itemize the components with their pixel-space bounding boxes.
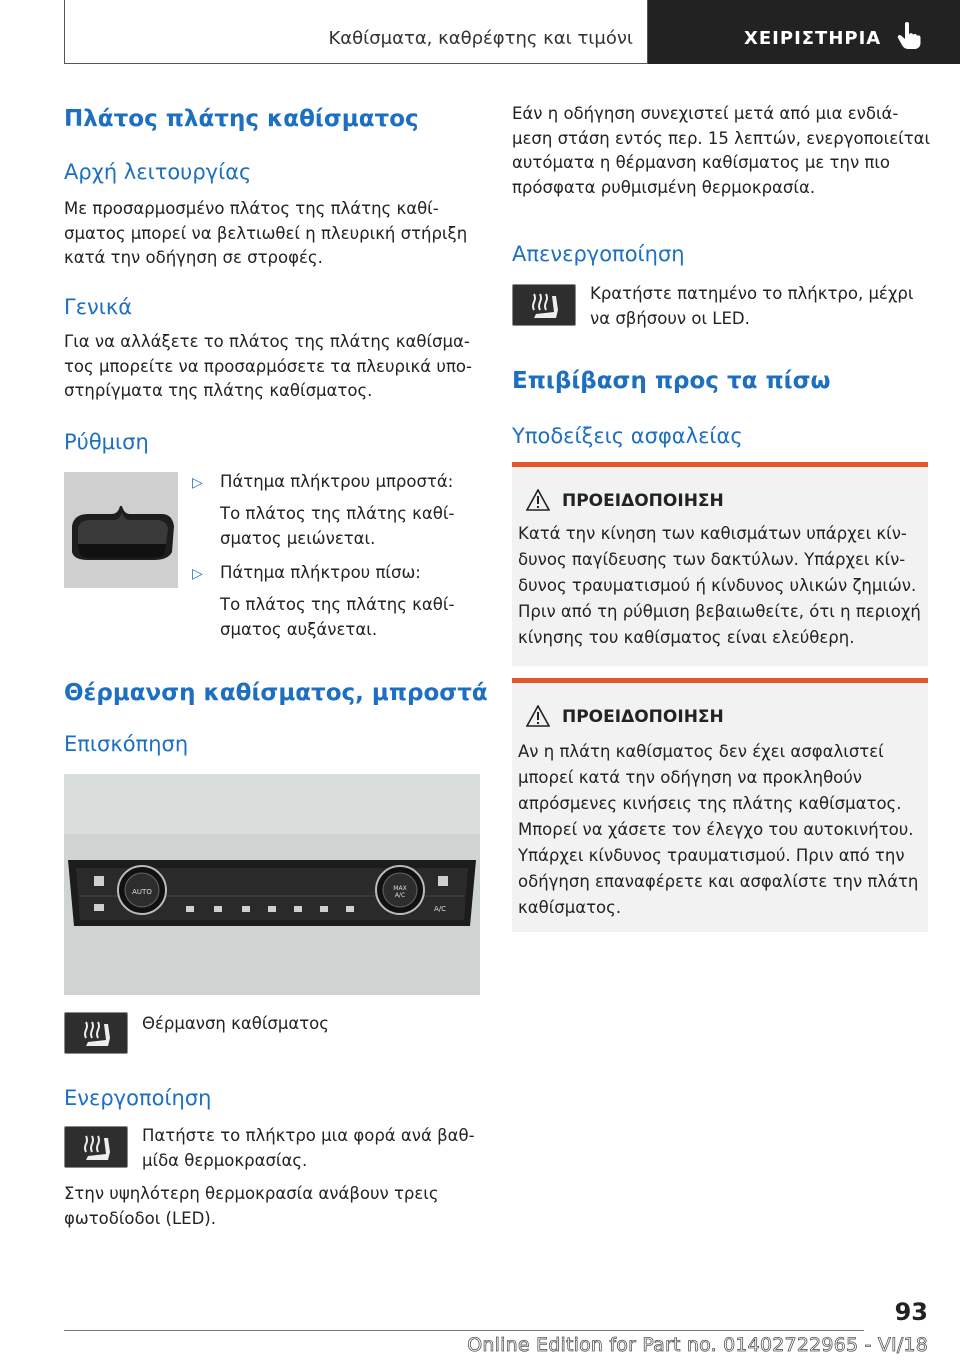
- bullet-label-forward: Πάτημα πλήκτρου μπροστά:: [220, 472, 454, 491]
- header-chapter-tab: [648, 0, 960, 64]
- seat-heating-button-icon: [64, 1126, 128, 1168]
- heading-safety-notes: Υποδείξεις ασφαλείας: [512, 424, 743, 448]
- panel-auto-label: AUTO: [132, 888, 152, 896]
- footer-edition: Online Edition for Part no. 01402722965 - VI/18: [467, 1334, 928, 1356]
- text-line: σματος μειώνεται.: [220, 528, 376, 548]
- text-line: φωτοδίοδοι (LED).: [64, 1208, 216, 1228]
- paragraph-general: [64, 330, 472, 404]
- seat-heating-icon: [78, 1018, 114, 1048]
- heading-backrest-width: Πλάτος πλάτης καθίσματος: [64, 106, 419, 132]
- warning-triangle-icon: [526, 489, 550, 511]
- text-line: Το πλάτος της πλάτης καθί-: [220, 595, 455, 614]
- bullet-label-back: Πάτημα πλήκτρου πίσω:: [220, 563, 421, 582]
- bullet-triangle-icon: ▷: [192, 475, 203, 491]
- seat-heating-button-icon: [512, 284, 576, 326]
- text-line: Πατήστε το πλήκτρο μια φορά ανά βαθ-: [142, 1126, 475, 1145]
- bullet-desc-back: [220, 593, 454, 642]
- backrest-width-switch-image: [64, 472, 178, 588]
- heading-principle: Αρχή λειτουργίας: [64, 160, 252, 184]
- text-line: κατά την οδήγηση σε στροφές.: [64, 248, 323, 267]
- warning-title-1: ΠΡΟΕΙΔΟΠΟΙΗΣΗ: [562, 491, 724, 511]
- text-line: κίνησης του καθίσματος είναι ελεύθερη.: [518, 628, 855, 647]
- warning-box-2: [512, 678, 928, 932]
- text-line: τος μπορείτε να προσαρμόσετε τα πλευρικά υπο-: [64, 356, 472, 376]
- text-line: Το πλάτος της πλάτης καθί-: [220, 504, 455, 523]
- paragraph-activation: [142, 1124, 475, 1173]
- text-line: Κρατήστε πατημένο το πλήκτρο, μέχρι: [590, 284, 914, 303]
- heading-overview: Επισκόπηση: [64, 732, 189, 756]
- heading-easy-entry: Επιβίβαση προς τα πίσω: [512, 368, 831, 394]
- page-number: 93: [894, 1298, 928, 1326]
- paragraph-principle: [64, 197, 467, 271]
- text-line: οδήγηση επαναφέρετε και ασφαλίστε την πλάτη: [518, 872, 919, 891]
- warning-text-2: [518, 739, 928, 921]
- text-line: Κατά την κίνηση των καθισμάτων υπάρχει κίν-: [518, 524, 907, 543]
- text-line: καθίσματος.: [518, 898, 622, 917]
- heading-deactivation: Απενεργοποίηση: [512, 242, 685, 266]
- seat-heating-icon: [78, 1132, 114, 1162]
- header-chapter-label: ΧΕΙΡΙΣΤΗΡΙΑ: [744, 28, 882, 49]
- text-line: σματος αυξάνεται.: [220, 619, 378, 639]
- text-line: μίδα θερμοκρασίας.: [142, 1150, 308, 1170]
- header-section-title: Καθίσματα, καθρέφτης και τιμόνι: [328, 28, 633, 49]
- bullet-desc-forward: [220, 502, 454, 551]
- text-line: απρόσμενες κινήσεις της πλάτης καθίσματος.: [518, 794, 902, 813]
- heading-activation: Ενεργοποίηση: [64, 1086, 212, 1110]
- text-line: μπορεί κατά την οδήγηση να προκληθούν: [518, 768, 863, 787]
- text-line: Αν η πλάτη καθίσματος δεν έχει ασφαλιστεί: [518, 742, 884, 761]
- text-line: να σβήσουν οι LED.: [590, 308, 750, 328]
- text-line: Στην υψηλότερη θερμοκρασία ανάβουν τρεις: [64, 1184, 439, 1203]
- header-section-box: [64, 0, 648, 64]
- climate-panel-illustration: [64, 774, 480, 995]
- panel-max-ac-label: A/C: [394, 892, 406, 899]
- text-line: μεση στάση εντός περ. 15 λεπτών, ενεργοποιείται: [512, 128, 931, 148]
- paragraph-deactivation: [590, 282, 913, 331]
- text-line: Υπάρχει κίνδυνος τραυματισμού. Πριν από την: [518, 846, 905, 865]
- bullet-triangle-icon: ▷: [192, 566, 203, 582]
- pointing-hand-icon: [896, 22, 922, 50]
- text-line: Με προσαρμοσμένο πλάτος της πλάτης καθί-: [64, 199, 439, 218]
- text-line: δυνος τραυματισμού ή κίνδυνος υλικών ζημιών.: [518, 576, 917, 595]
- text-line: δυνος παγίδευσης των δακτύλων. Υπάρχει κίν-: [518, 550, 906, 569]
- heading-adjustment: Ρύθμιση: [64, 430, 149, 454]
- text-line: σματος μπορεί να βελτιωθεί η πλευρική στήριξη: [64, 223, 468, 243]
- footer-divider: [64, 1330, 864, 1331]
- text-line: πρόσφατα ρυθμισμένη θερμοκρασία.: [512, 177, 816, 197]
- seat-heating-icon: [526, 290, 562, 320]
- heading-seat-heating-front: Θέρμανση καθίσματος, μπροστά: [64, 680, 488, 706]
- warning-box-1: [512, 462, 928, 666]
- warning-triangle-icon: [526, 705, 550, 727]
- backrest-switch-illustration: [64, 472, 178, 588]
- text-line: στηρίγματα της πλάτης καθίσματος.: [64, 381, 373, 400]
- text-line: Μπορεί να χάσετε τον έλεγχο του αυτοκινήτου.: [518, 820, 914, 839]
- paragraph-resume: [512, 102, 930, 200]
- panel-ac-label: A/C: [433, 905, 447, 913]
- text-line: αυτόματα η θέρμανση καθίσματος με την πιο: [512, 153, 891, 172]
- climate-control-panel-image: [64, 774, 480, 995]
- warning-text-1: [518, 521, 928, 651]
- paragraph-leds: [64, 1182, 439, 1231]
- caption-seat-heating: Θέρμανση καθίσματος: [142, 1014, 329, 1033]
- warning-title-2: ΠΡΟΕΙΔΟΠΟΙΗΣΗ: [562, 707, 724, 727]
- heading-general: Γενικά: [64, 295, 133, 319]
- text-line: Πριν από τη ρύθμιση βεβαιωθείτε, ότι η περιοχή: [518, 602, 921, 621]
- panel-max-label: MAX: [393, 885, 407, 892]
- seat-heating-button-icon: [64, 1012, 128, 1054]
- text-line: Για να αλλάξετε το πλάτος της πλάτης καθίσμα-: [64, 332, 470, 351]
- text-line: Εάν η οδήγηση συνεχιστεί μετά από μια ενδιά-: [512, 104, 899, 123]
